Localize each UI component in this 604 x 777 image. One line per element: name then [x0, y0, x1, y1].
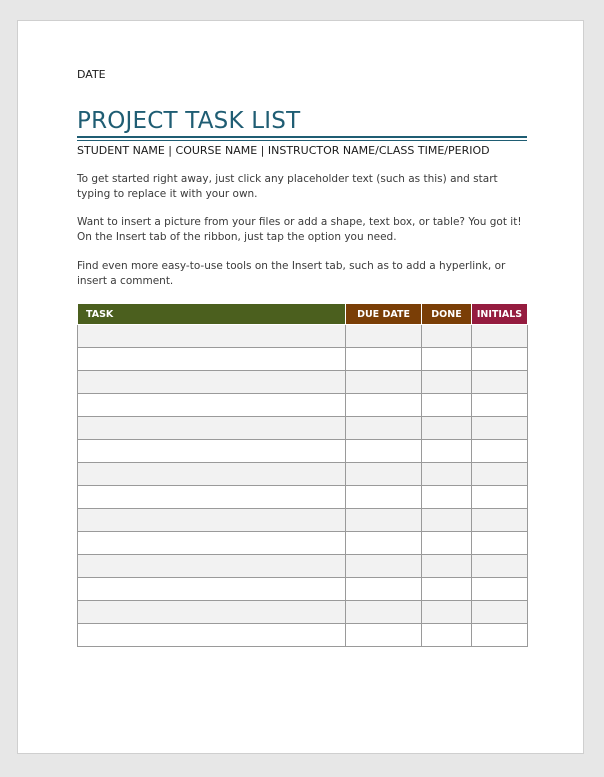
table-row — [78, 509, 528, 532]
due-date-cell[interactable] — [346, 348, 422, 371]
initials-cell[interactable] — [472, 578, 528, 601]
task-cell[interactable] — [78, 601, 346, 624]
done-cell[interactable] — [422, 325, 472, 348]
done-cell[interactable] — [422, 624, 472, 647]
task-cell[interactable] — [78, 325, 346, 348]
done-cell[interactable] — [422, 555, 472, 578]
table-header-row — [78, 304, 528, 325]
task-cell[interactable] — [78, 463, 346, 486]
done-cell[interactable] — [422, 532, 472, 555]
task-cell[interactable] — [78, 624, 346, 647]
header-initials: INITIALS — [472, 304, 528, 325]
task-cell[interactable] — [78, 440, 346, 463]
table-row — [78, 532, 528, 555]
instruction-paragraph-3[interactable]: Find even more easy-to-use tools on the Insert tab, such as to add a hyperlink, or insert a comment. — [77, 260, 506, 287]
due-date-cell[interactable] — [346, 371, 422, 394]
initials-cell[interactable] — [472, 601, 528, 624]
initials-cell[interactable] — [472, 532, 528, 555]
due-date-cell[interactable] — [346, 555, 422, 578]
table-row — [78, 394, 528, 417]
due-date-cell[interactable] — [346, 601, 422, 624]
table-row — [78, 463, 528, 486]
done-cell[interactable] — [422, 394, 472, 417]
task-cell[interactable] — [78, 371, 346, 394]
due-date-cell[interactable] — [346, 509, 422, 532]
initials-cell[interactable] — [472, 417, 528, 440]
initials-cell[interactable] — [472, 440, 528, 463]
due-date-cell[interactable] — [346, 624, 422, 647]
task-cell[interactable] — [78, 555, 346, 578]
due-date-cell[interactable] — [346, 486, 422, 509]
document-page — [17, 20, 584, 754]
done-cell[interactable] — [422, 578, 472, 601]
task-cell[interactable] — [78, 532, 346, 555]
due-date-cell[interactable] — [346, 325, 422, 348]
due-date-cell[interactable] — [346, 440, 422, 463]
task-cell[interactable] — [78, 394, 346, 417]
page-title[interactable]: PROJECT TASK LIST — [77, 108, 301, 134]
initials-cell[interactable] — [472, 463, 528, 486]
done-cell[interactable] — [422, 440, 472, 463]
table-row — [78, 601, 528, 624]
task-table — [77, 303, 528, 647]
table-row — [78, 486, 528, 509]
initials-cell[interactable] — [472, 371, 528, 394]
due-date-cell[interactable] — [346, 463, 422, 486]
student-course-line[interactable]: STUDENT NAME | COURSE NAME | INSTRUCTOR NAME/CLASS TIME/PERIOD — [77, 144, 490, 157]
due-date-cell[interactable] — [346, 394, 422, 417]
table-row — [78, 417, 528, 440]
task-cell[interactable] — [78, 509, 346, 532]
task-cell[interactable] — [78, 417, 346, 440]
done-cell[interactable] — [422, 371, 472, 394]
done-cell[interactable] — [422, 463, 472, 486]
done-cell[interactable] — [422, 348, 472, 371]
initials-cell[interactable] — [472, 555, 528, 578]
done-cell[interactable] — [422, 417, 472, 440]
header-task: TASK — [78, 304, 346, 325]
initials-cell[interactable] — [472, 509, 528, 532]
done-cell[interactable] — [422, 509, 472, 532]
task-table-body — [78, 325, 528, 647]
due-date-cell[interactable] — [346, 417, 422, 440]
task-cell[interactable] — [78, 578, 346, 601]
table-row — [78, 325, 528, 348]
header-done: DONE — [422, 304, 472, 325]
instruction-paragraph-1[interactable]: To get started right away, just click any placeholder text (such as this) and start typing to replace it with your own. — [77, 173, 498, 200]
table-row — [78, 555, 528, 578]
header-due-date: DUE DATE — [346, 304, 422, 325]
initials-cell[interactable] — [472, 624, 528, 647]
initials-cell[interactable] — [472, 348, 528, 371]
initials-cell[interactable] — [472, 394, 528, 417]
initials-cell[interactable] — [472, 486, 528, 509]
done-cell[interactable] — [422, 601, 472, 624]
task-cell[interactable] — [78, 486, 346, 509]
date-label[interactable]: DATE — [77, 68, 106, 81]
table-row — [78, 371, 528, 394]
done-cell[interactable] — [422, 486, 472, 509]
table-row — [78, 624, 528, 647]
table-row — [78, 440, 528, 463]
task-cell[interactable] — [78, 348, 346, 371]
instruction-paragraph-2[interactable]: Want to insert a picture from your files or add a shape, text box, or table? You got it! On the Insert tab of the ribbon, just tap the option you need. — [77, 216, 522, 243]
due-date-cell[interactable] — [346, 578, 422, 601]
table-row — [78, 578, 528, 601]
due-date-cell[interactable] — [346, 532, 422, 555]
table-row — [78, 348, 528, 371]
title-underline — [77, 136, 527, 141]
initials-cell[interactable] — [472, 325, 528, 348]
